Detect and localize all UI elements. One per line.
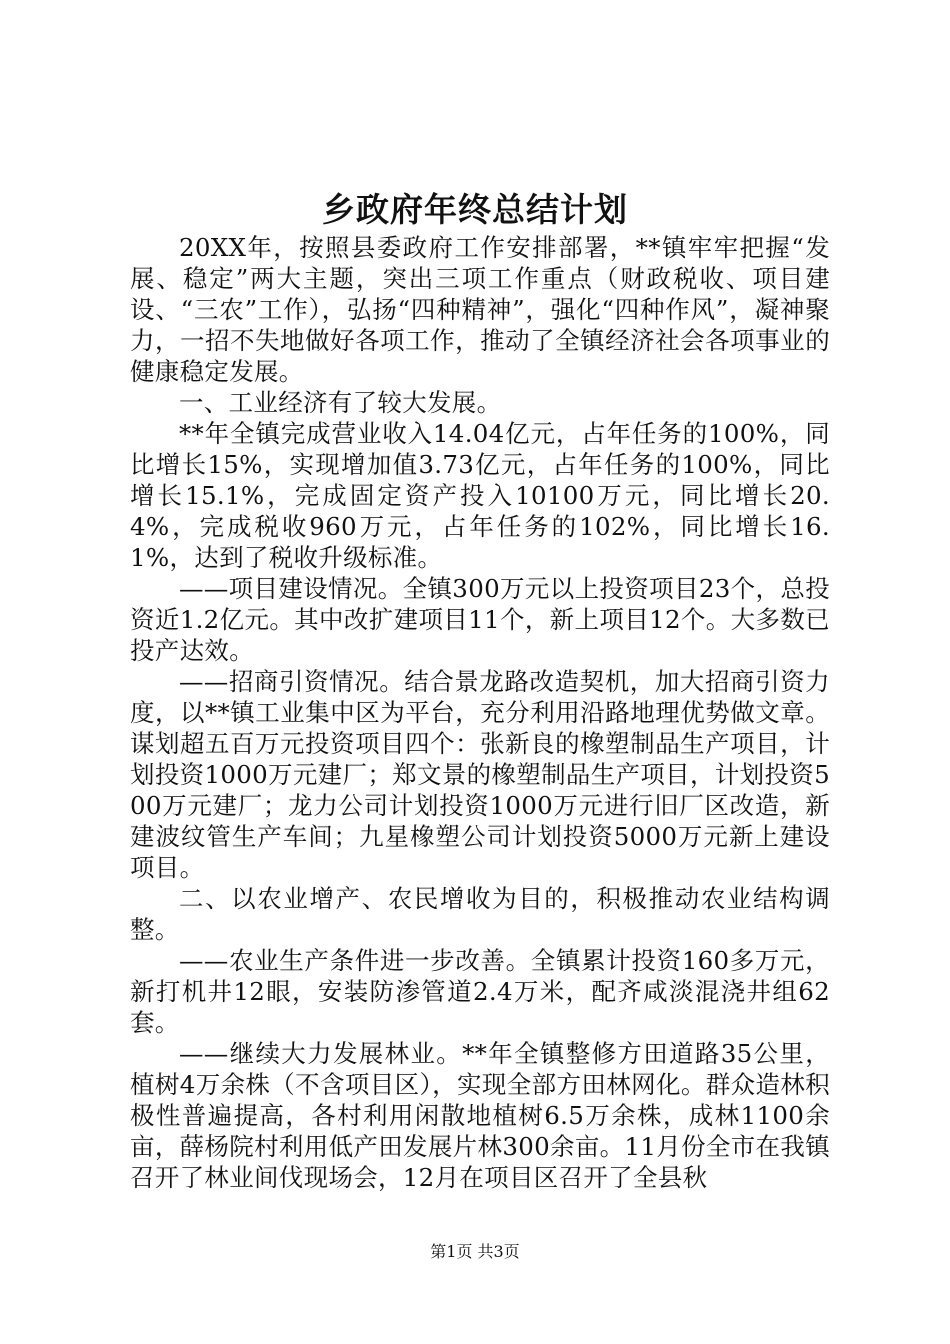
paragraph-forestry: ——继续大力发展林业。**年全镇整修方田道路35公里，植树4万余株（不含项目区），实现全部方田林网化。群众造林积极性普遍提高，各村利用闲散地植树6.5万余株，成林1100余亩，薛杨院村利用低产田发展片林300余亩。11月份全市在我镇召开了林业间伐现场会，12月在项目区召开了全县秋 [130, 1039, 830, 1192]
document-body [130, 232, 830, 1193]
paragraph-project-construction: ——项目建设情况。全镇300万元以上投资项目23个，总投资近1.2亿元。其中改扩建项目11个，新上项目12个。大多数已投产达效。 [130, 574, 830, 665]
page-footer: 第1页 共3页 [430, 1242, 520, 1261]
section-heading-industry: 一、工业经济有了较大发展。 [179, 388, 502, 417]
paragraph-industry-stats: **年全镇完成营业收入14.04亿元，占年任务的100%，同比增长15%，实现增加值3.73亿元，占年任务的100%，同比增长15.1%，完成固定资产投入10100万元，同比增长20.4%，完成税收960万元，占年任务的102%，同比增长16.1%，达到了税收升级标准。 [130, 419, 830, 572]
document-title: 乡政府年终总结计划 [322, 190, 628, 229]
paragraph-agriculture-conditions: ——农业生产条件进一步改善。全镇累计投资160多万元，新打机井12眼，安装防渗管道2.4万米，配齐咸淡混浇井组62套。 [130, 946, 830, 1037]
paragraph-investment-attraction: ——招商引资情况。结合景龙路改造契机，加大招商引资力度，以**镇工业集中区为平台，充分利用沿路地理优势做文章。谋划超五百万元投资项目四个：张新良的橡塑制品生产项目，计划投资1000万元建厂；郑文景的橡塑制品生产项目，计划投资500万元建厂；龙力公司计划投资1000万元进行旧厂区改造，新建波纹管生产车间；九星橡塑公司计划投资5000万元新上建设项目。 [130, 667, 830, 882]
section-heading-agriculture: 二、以农业增产、农民增收为目的，积极推动农业结构调整。 [130, 884, 830, 944]
paragraph-intro: 20XX年，按照县委政府工作安排部署，**镇牢牢把握“发展、稳定”两大主题，突出三项工作重点（财政税收、项目建设、“三农”工作），弘扬“四种精神”，强化“四种作风”，凝神聚力，一招不失地做好各项工作，推动了全镇经济社会各项事业的健康稳定发展。 [130, 233, 830, 386]
